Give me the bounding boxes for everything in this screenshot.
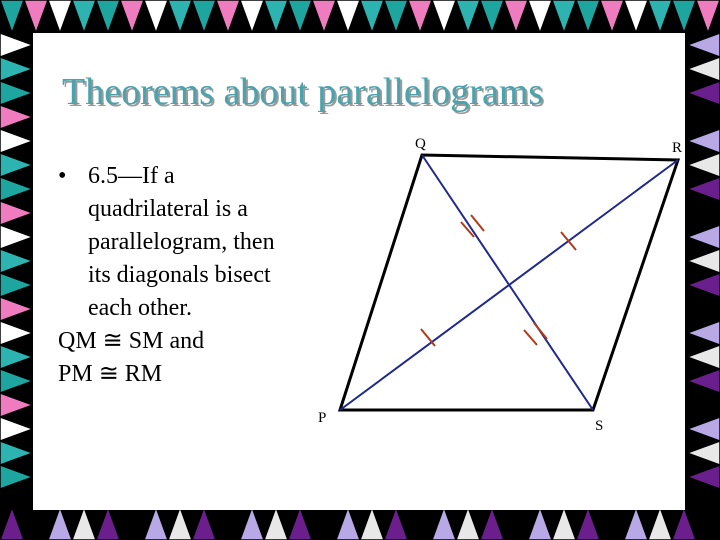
diagonal-pr: [340, 160, 678, 410]
congruence-statement-qm-sm: QM ≅ SM and: [58, 328, 205, 354]
theorem-line: 6.5—If a: [88, 163, 175, 189]
single-tick-pm: [421, 329, 435, 346]
vertex-label-q: Q: [415, 136, 426, 152]
single-tick-mr: [561, 232, 576, 250]
vertex-label-p: P: [318, 410, 327, 426]
double-tick-ms: [524, 323, 547, 345]
congruence-statement-pm-rm: PM ≅ RM: [58, 361, 163, 387]
theorem-line: its diagonals bisect: [88, 262, 271, 288]
diagonal-qs: [422, 155, 593, 410]
slide-title: Theorems about parallelograms: [62, 71, 544, 113]
bullet-marker: •: [58, 163, 67, 189]
theorem-line: each other.: [88, 295, 192, 321]
vertex-label-s: S: [595, 418, 604, 434]
vertex-label-r: R: [672, 140, 683, 156]
theorem-line: quadrilateral is a: [88, 196, 248, 222]
theorem-line: parallelogram, then: [88, 229, 275, 255]
